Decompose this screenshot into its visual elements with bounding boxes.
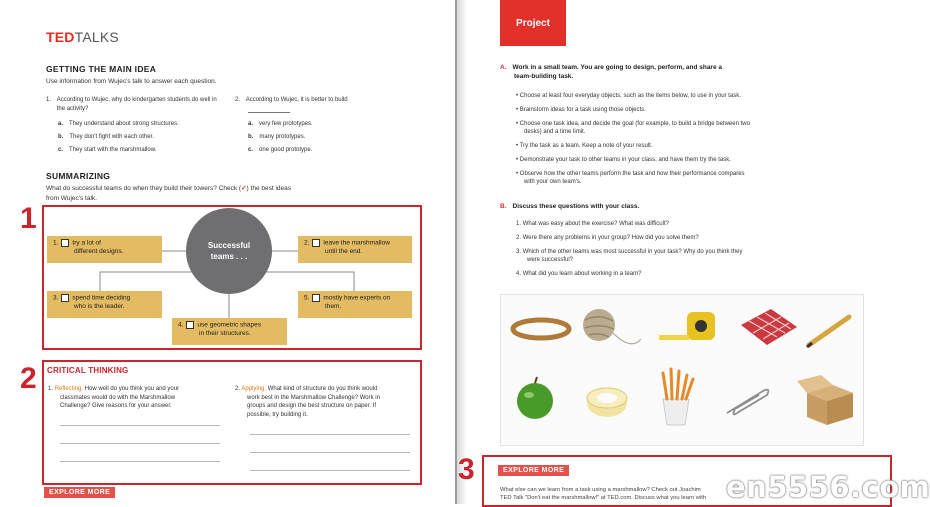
- dq-text: Which of the other teams was most successful in your task? Why do you think they: [522, 249, 743, 255]
- section-a-heading: [500, 64, 780, 81]
- item-line-2: who is the leader.: [74, 303, 125, 311]
- explore-line-2: TED Talk "Don't eat the marshmallow!" at TED.com. Discuss what you learn with: [500, 495, 707, 501]
- section-a-bullet-6: • Observe how the other teams perform the task and how their performance compares: [516, 170, 745, 178]
- dq-text: What was easy about the exercise? What was difficult?: [522, 221, 669, 227]
- question-2-number: 2.: [235, 97, 241, 103]
- option-letter: b.: [248, 134, 254, 140]
- ct-q2-line4: possible, try building it.: [247, 411, 308, 418]
- option-letter: c.: [248, 147, 254, 153]
- ct-question-1: [48, 385, 224, 411]
- item-line-1: leave the marshmallow: [323, 239, 390, 247]
- ct-q1-line2: classmates would do with the Marshmallow: [60, 394, 176, 401]
- annotation-number-1: 1: [20, 202, 37, 235]
- option-text: one good prototype.: [259, 147, 313, 153]
- paper-clip-icon: [727, 390, 768, 415]
- dq-number: 1.: [516, 221, 522, 227]
- circle-line-1: Successful: [207, 241, 251, 250]
- dq-text: What did you learn about working in a team?: [522, 271, 642, 277]
- option-letter: b.: [58, 134, 64, 140]
- explore-line-1: What else can we learn from a task using a marshmallow? Check out Joachim: [500, 487, 701, 493]
- item-line-2: until the end.: [325, 248, 363, 256]
- option-text: They understand about strong structures.: [69, 121, 179, 127]
- item-line-1: spend time deciding: [72, 294, 131, 302]
- item-line-2: in their structures.: [199, 330, 251, 338]
- discussion-question-1: [516, 220, 669, 228]
- dq-number: 4.: [516, 271, 522, 277]
- ct-q1-number: 1.: [48, 386, 54, 392]
- string-ball-icon: [583, 309, 641, 344]
- option-text: many prototypes.: [259, 134, 306, 140]
- main-idea-instruction: Use information from Wujec's talk to answer each question.: [46, 78, 217, 85]
- section-b-letter: B.: [500, 203, 507, 210]
- discussion-question-3-cont: were successful?: [527, 257, 574, 263]
- ct-q2-number: 2.: [235, 386, 241, 392]
- item-line-2: different designs.: [74, 248, 124, 256]
- item-line-1: try a lot of: [72, 239, 101, 247]
- item-number: 1.: [53, 239, 59, 247]
- question-1-number: 1.: [46, 97, 52, 103]
- section-a-bullet-6-cont: with your own team's.: [524, 179, 582, 185]
- apple-icon: [517, 377, 553, 419]
- question-1-text: According to Wujec, why do kindergarten students do well in the activity?: [56, 97, 217, 112]
- pencil-icon: [807, 317, 849, 347]
- objects-photo-panel: [500, 294, 864, 446]
- instruction-part-3: from Wujec's talk.: [46, 194, 97, 202]
- ct-q2-line3: groups and design the best structure on paper. If: [247, 403, 377, 409]
- section-b-title: Discuss these questions with your class.: [512, 203, 640, 210]
- section-a-line1: Work in a small team. You are going to design, perform, and share a: [512, 64, 722, 71]
- project-tab: Project: [500, 0, 566, 46]
- discussion-question-2: [516, 234, 699, 242]
- section-b-heading: [500, 203, 639, 210]
- annotation-box-1: [42, 205, 422, 350]
- section-a-bullet-1: • Choose at least four everyday objects, such as the items below, to use in your task.: [516, 92, 741, 100]
- item-number: 2.: [304, 239, 310, 247]
- dq-number: 2.: [516, 235, 522, 241]
- option-letter: a.: [248, 121, 254, 127]
- item-number: 4.: [178, 321, 184, 329]
- answer-line[interactable]: [60, 460, 220, 462]
- dq-number: 3.: [516, 249, 522, 255]
- answer-line[interactable]: [60, 424, 220, 426]
- dq-text: Were there any problems in your group? How did you solve them?: [522, 235, 699, 241]
- answer-line[interactable]: [250, 469, 410, 471]
- fries-cup-icon: [663, 369, 693, 425]
- section-a-bullet-3-cont: desks) and a time limit.: [524, 129, 586, 135]
- section-a-bullet-5: • Demonstrate your task to other teams in your class, and have them try the task.: [516, 156, 731, 164]
- ct-q2-line2: work best in the Marshmallow Challenge? Work in: [247, 394, 380, 401]
- discussion-question-4: [516, 270, 641, 278]
- logo-ted: TED: [46, 29, 75, 45]
- tape-roll-icon: [587, 388, 627, 417]
- option-text: very few prototypes.: [259, 121, 313, 127]
- item-line-1: use geometric shapes: [197, 321, 262, 329]
- rubber-band-icon: [513, 320, 569, 338]
- section-a-line2: team-building task.: [514, 72, 574, 80]
- instruction-part-1: What do successful teams do when they build their towers? Check (: [46, 185, 242, 192]
- answer-line[interactable]: [250, 451, 410, 453]
- ct-q2-line1: What kind of structure do you think would: [267, 386, 378, 392]
- section-a-bullet-3: • Choose one task idea, and decide the goal (for example, to build a bridge between two: [516, 120, 750, 128]
- section-a-bullet-2: • Brainstorm ideas for a task using those objects.: [516, 106, 646, 114]
- annotation-number-3: 3: [458, 453, 475, 486]
- explore-more-label-left: EXPLORE MORE: [44, 487, 115, 498]
- question-2-text: According to Wujec, it is better to build: [245, 97, 348, 103]
- discussion-question-3: [516, 248, 742, 256]
- napkin-icon: [741, 309, 797, 345]
- tape-measure-icon: [659, 312, 715, 340]
- option-letter: a.: [58, 121, 64, 127]
- option-letter: c.: [58, 147, 64, 153]
- getting-main-idea-heading: GETTING THE MAIN IDEA: [46, 64, 157, 74]
- instruction-part-2: ) the best ideas: [246, 185, 291, 192]
- item-line-1: mostly have experts on: [323, 294, 391, 302]
- answer-line[interactable]: [60, 442, 220, 444]
- ct-q2-label: Applying.: [241, 386, 267, 392]
- ct-q1-line1: How well do you think you and your: [84, 386, 180, 392]
- item-number: 5.: [304, 294, 310, 302]
- cardboard-box-icon: [797, 375, 853, 425]
- ct-q1-label: Reflecting.: [54, 386, 84, 392]
- watermark-text: en5556.com: [726, 470, 930, 504]
- ct-q1-line3: Challenge? Give reasons for your answer.: [60, 403, 172, 409]
- logo-talks: TALKS: [74, 29, 119, 45]
- section-a-letter: A.: [500, 64, 507, 71]
- annotation-box-2: [42, 360, 422, 485]
- check-icon: ✓: [241, 185, 247, 192]
- page-gutter-shadow: [457, 0, 467, 504]
- section-a-bullet-4: • Try the task as a team. Keep a note of your result.: [516, 142, 653, 150]
- option-text: They start with the marshmallow.: [69, 147, 157, 153]
- option-text: They don't fight with each other.: [69, 134, 154, 140]
- critical-thinking-heading: CRITICAL THINKING: [47, 366, 129, 375]
- circle-line-2: teams . . .: [210, 252, 248, 261]
- summarizing-heading: SUMMARIZING: [46, 171, 111, 181]
- objects-illustration: [501, 295, 865, 447]
- ct-question-2: [235, 385, 417, 419]
- item-line-2: them.: [325, 303, 342, 311]
- item-number: 3.: [53, 294, 59, 302]
- explore-more-label-right: EXPLORE MORE: [498, 465, 569, 476]
- answer-line[interactable]: [250, 433, 410, 435]
- annotation-number-2: 2: [20, 362, 37, 395]
